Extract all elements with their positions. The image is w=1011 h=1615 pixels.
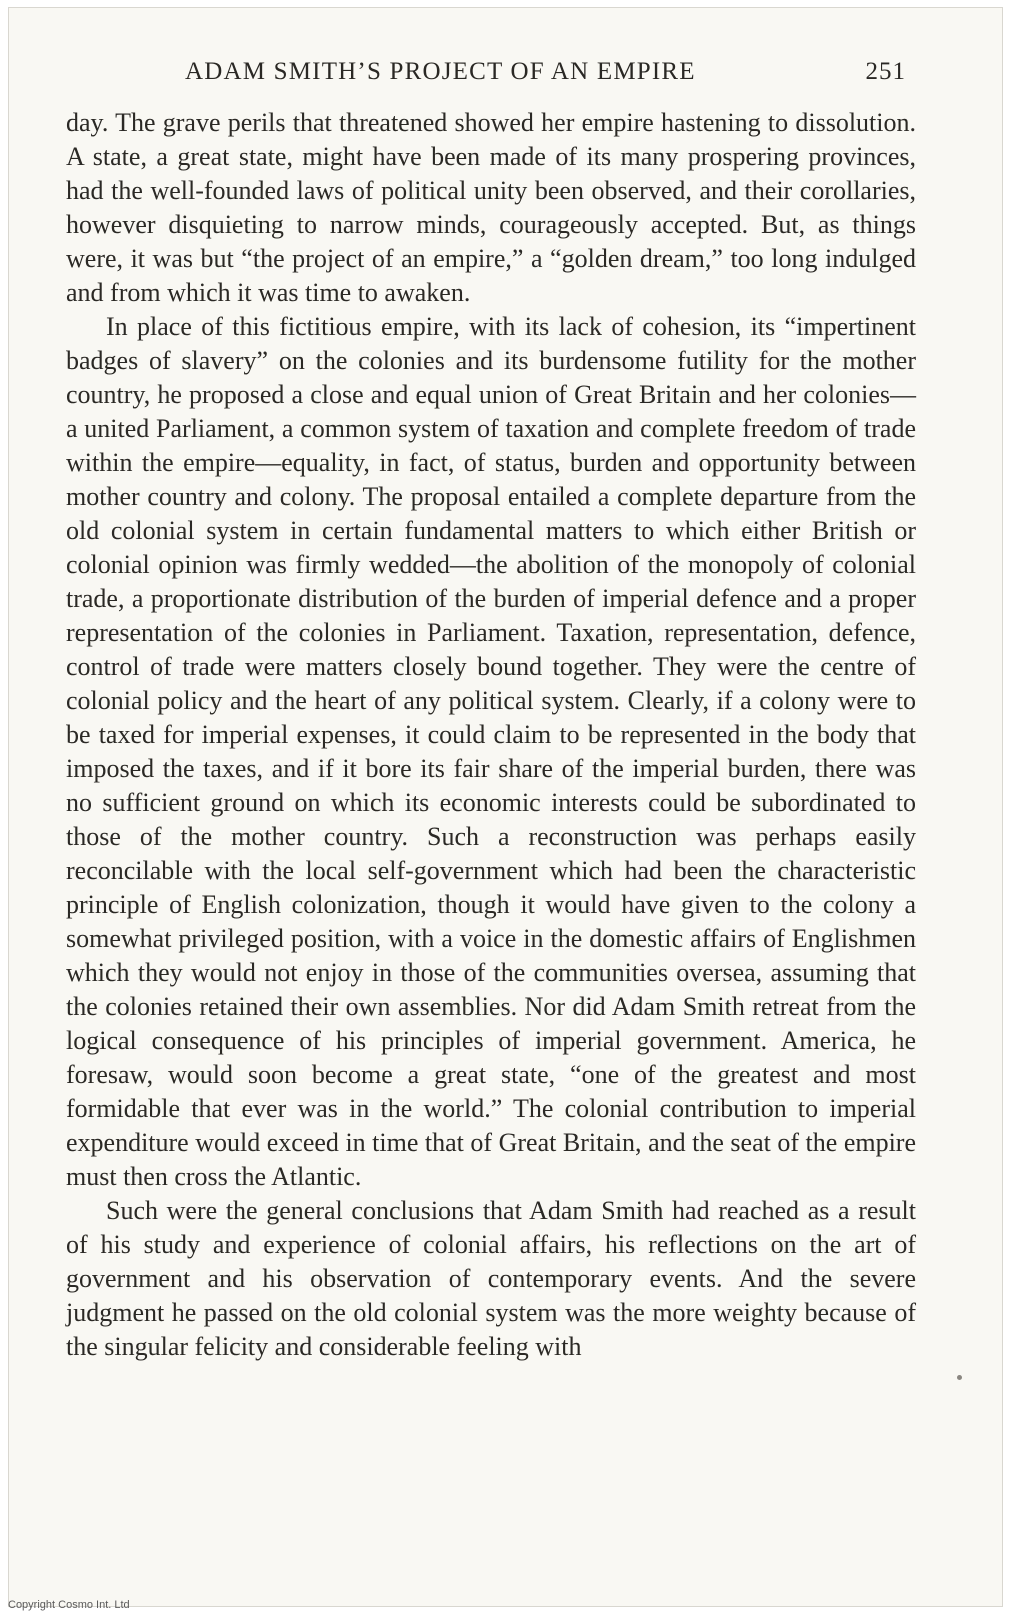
book-page [8, 7, 1003, 1607]
running-head [67, 58, 906, 92]
page-number: 251 [865, 58, 906, 85]
paragraph-1: day. The grave perils that threatened showed her empire hastening to dissolution. A state, a great state, might have been made of its many prospering provinces, had the well-founded laws of political unity been observed, and their corollaries, however disquieting to narrow minds, courageously accepted. But, as things were, it was but “the project of an empire,” a “golden dream,” too long indulged and from which it was time to awaken. [66, 108, 916, 307]
running-title: ADAM SMITH’S PROJECT OF AN EMPIRE [185, 58, 696, 85]
body-text [66, 106, 916, 1364]
paragraph-2: In place of this fictitious empire, with its lack of cohesion, its “impertinent badges of slavery” on the colonies and its burdensome futility for the mother country, he proposed a close and equal union of Great Britain and her colonies—a united Parliament, a common system of taxation and complete freedom of trade within the empire—equality, in fact, of status, burden and opportunity between mother country and colony. The proposal entailed a complete departure from the old colonial system in certain fundamental matters to which either British or colonial opinion was firmly wedded—the abolition of the monopoly of colonial trade, a proportionate distribution of the burden of imperial defence and a proper representation of the colonies in Parliament. Taxation, representation, defence, control of trade were matters closely bound together. They were the centre of colonial policy and the heart of any political system. Clearly, if a colony were to be taxed for imperial expenses, it could claim to be represented in the body that imposed the taxes, and if it bore its fair share of the imperial burden, there was no sufficient ground on which its economic interests could be subordinated to those of the mother country. Such a reconstruction was perhaps easily reconcilable with the local self-government which had been the characteristic principle of English colonization, though it would have given to the colony a somewhat privileged position, with a voice in the domestic affairs of Englishmen which they would not enjoy in those of the communities oversea, assuming that the colonies retained their own assemblies. Nor did Adam Smith retreat from the logical consequence of his principles of imperial government. America, he foresaw, would soon become a great state, “one of the greatest and most formidable that ever was in the world.” The colonial contribution to imperial expenditure would exceed in time that of Great Britain, and the seat of the empire must then cross the Atlantic. [66, 312, 916, 1191]
copyright-watermark: Copyright Cosmo Int. Ltd [8, 1599, 130, 1611]
paper-speck [957, 1375, 962, 1380]
paragraph-3: Such were the general conclusions that Adam Smith had reached as a result of his study and experience of colonial affairs, his reflections on the art of government and his observation of contemporary events. And the severe judgment he passed on the old colonial system was the more weighty because of the singular felicity and considerable feeling with [66, 1196, 916, 1361]
